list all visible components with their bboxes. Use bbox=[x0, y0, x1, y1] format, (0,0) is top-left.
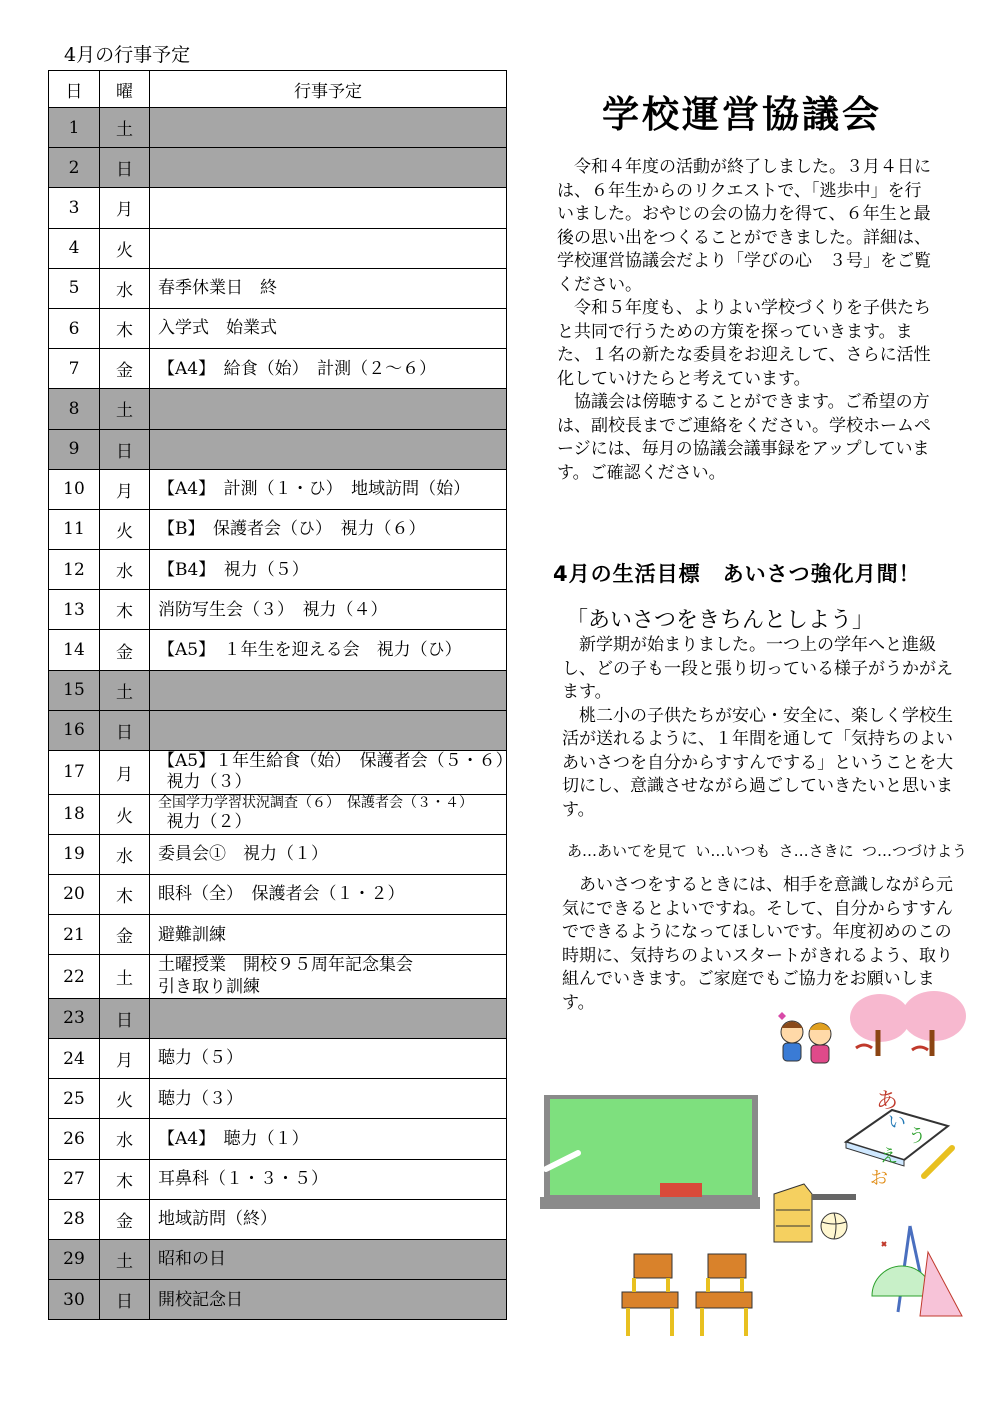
schedule-events bbox=[150, 955, 507, 999]
schedule-row bbox=[49, 228, 507, 268]
schedule-day: 8 bbox=[49, 389, 100, 429]
schedule-events bbox=[150, 834, 507, 874]
schedule-weekday: 金 bbox=[100, 630, 150, 670]
math-tools-illustration bbox=[862, 1222, 972, 1322]
schedule-events bbox=[150, 308, 507, 348]
schedule-events bbox=[150, 874, 507, 914]
schedule-event: 全国学力学習状況調査（６） 保護者会（３・４） bbox=[158, 794, 473, 811]
schedule-events bbox=[150, 349, 507, 389]
schedule-day: 3 bbox=[49, 188, 100, 228]
aisatsu-sa: さ…さきに bbox=[778, 842, 854, 860]
header-events: 行事予定 bbox=[150, 71, 507, 108]
schedule-event: 地域訪問（終） bbox=[158, 1209, 277, 1230]
council-paragraph: 令和５年度も、よりよい学校づくりを子供たちと共同で行うための方策を探っていきます。また、１名の新たな委員をお迎えして、さらに活性化していけたらと考えています。 bbox=[557, 298, 931, 389]
aisatsu-a: あ…あいてを見て bbox=[567, 842, 688, 860]
schedule-header-row bbox=[49, 71, 507, 108]
schedule-row bbox=[49, 1159, 507, 1199]
schedule-weekday: 土 bbox=[100, 1239, 150, 1279]
schedule-row bbox=[49, 955, 507, 999]
schedule-events bbox=[150, 509, 507, 549]
schedule-weekday: 日 bbox=[100, 148, 150, 188]
schedule-row bbox=[49, 1199, 507, 1239]
book-letter: え bbox=[880, 1146, 898, 1167]
schedule-day: 26 bbox=[49, 1119, 100, 1159]
goal-paragraph: 新学期が始まりました。一つ上の学年へと進級し、どの子も一段と張り切っている様子がうかがえます。 bbox=[562, 635, 953, 702]
schedule-weekday: 月 bbox=[100, 1038, 150, 1078]
schedule-weekday: 金 bbox=[100, 1199, 150, 1239]
schedule-events bbox=[150, 590, 507, 630]
schedule-table bbox=[48, 70, 513, 1320]
schedule-row bbox=[49, 630, 507, 670]
schedule-events bbox=[150, 1280, 507, 1320]
schedule-row bbox=[49, 670, 507, 710]
schedule-weekday: 土 bbox=[100, 955, 150, 999]
schedule-event: 耳鼻科（１・３・５） bbox=[158, 1169, 328, 1190]
schedule-event: 引き取り訓練 bbox=[158, 976, 260, 997]
desks-illustration bbox=[612, 1248, 772, 1343]
schedule-day: 2 bbox=[49, 148, 100, 188]
schedule-events bbox=[150, 1079, 507, 1119]
schedule-weekday: 木 bbox=[100, 1159, 150, 1199]
schedule-event: 消防写生会（３） 視力（４） bbox=[158, 599, 388, 620]
vaulting-box-illustration bbox=[764, 1180, 864, 1250]
schedule-row bbox=[49, 1079, 507, 1119]
schedule-event: 眼科（全） 保護者会（１・２） bbox=[158, 884, 405, 905]
schedule-event: 【A4】 計測（１・ひ） 地域訪問（始） bbox=[158, 479, 471, 500]
schedule-events bbox=[150, 188, 507, 228]
schedule-events bbox=[150, 1159, 507, 1199]
book-letter: い bbox=[888, 1112, 906, 1133]
aisatsu-acronym bbox=[567, 840, 967, 861]
schedule-events bbox=[150, 710, 507, 750]
schedule-row bbox=[49, 751, 507, 795]
schedule-weekday: 月 bbox=[100, 188, 150, 228]
council-title: 学校運営協議会 bbox=[602, 93, 882, 136]
schedule-weekday: 木 bbox=[100, 874, 150, 914]
council-paragraph: 協議会は傍聴することができます。ご希望の方は、副校長までご連絡をください。学校ホームページには、毎月の協議会議事録をアップしています。ご確認ください。 bbox=[557, 392, 931, 483]
schedule-row bbox=[49, 509, 507, 549]
schedule-events bbox=[150, 1038, 507, 1078]
schedule-event: 委員会① 視力（１） bbox=[158, 844, 328, 865]
schedule-row bbox=[49, 710, 507, 750]
schedule-day: 22 bbox=[49, 955, 100, 999]
schedule-day: 4 bbox=[49, 228, 100, 268]
schedule-event: 【A4】 給食（始） 計測（２～６） bbox=[158, 358, 437, 379]
schedule-day: 23 bbox=[49, 998, 100, 1038]
schedule-day: 30 bbox=[49, 1280, 100, 1320]
schedule-row bbox=[49, 590, 507, 630]
schedule-row bbox=[49, 308, 507, 348]
schedule-day: 9 bbox=[49, 429, 100, 469]
aisatsu-tsu: つ…つづけよう bbox=[861, 842, 967, 860]
schedule-weekday: 土 bbox=[100, 389, 150, 429]
schedule-row bbox=[49, 1119, 507, 1159]
schedule-weekday: 木 bbox=[100, 308, 150, 348]
schedule-weekday: 火 bbox=[100, 509, 150, 549]
council-body bbox=[557, 156, 935, 485]
schedule-events bbox=[150, 670, 507, 710]
schedule-row bbox=[49, 389, 507, 429]
schedule-events bbox=[150, 630, 507, 670]
schedule-events bbox=[150, 550, 507, 590]
schedule-events bbox=[150, 268, 507, 308]
schedule-day: 27 bbox=[49, 1159, 100, 1199]
schedule-row bbox=[49, 188, 507, 228]
schedule-weekday: 火 bbox=[100, 1079, 150, 1119]
schedule-weekday: 水 bbox=[100, 268, 150, 308]
schedule-event: 避難訓練 bbox=[158, 924, 226, 945]
schedule-day: 6 bbox=[49, 308, 100, 348]
goal-paragraph: 桃二小の子供たちが安心・安全に、楽しく学校生活が送れるように、１年間を通して「気持ちのよいあいさつを自分からすすんでする」ということを大切にし、意識させながら過ごしていきたいと思います。 bbox=[562, 705, 954, 820]
schedule-day: 28 bbox=[49, 1199, 100, 1239]
schedule-event: 春季休業日 終 bbox=[158, 278, 277, 299]
schedule-events bbox=[150, 228, 507, 268]
schedule-day: 15 bbox=[49, 670, 100, 710]
schedule-weekday: 火 bbox=[100, 794, 150, 834]
schedule-events bbox=[150, 469, 507, 509]
schedule-day: 25 bbox=[49, 1079, 100, 1119]
schedule-event: 昭和の日 bbox=[158, 1249, 226, 1270]
textbook-illustration bbox=[840, 1082, 960, 1192]
schedule-day: 16 bbox=[49, 710, 100, 750]
schedule-event: 聴力（３） bbox=[158, 1088, 243, 1109]
schedule-row bbox=[49, 108, 507, 148]
aisatsu-i: い…いつも bbox=[695, 842, 771, 860]
schedule-weekday: 日 bbox=[100, 710, 150, 750]
schedule-weekday: 金 bbox=[100, 915, 150, 955]
schedule-row bbox=[49, 148, 507, 188]
schedule-event: 【A5】１年生給食（始） 保護者会（５・６） bbox=[158, 751, 513, 771]
schedule-events bbox=[150, 108, 507, 148]
header-weekday: 曜 bbox=[100, 71, 150, 108]
schedule-events bbox=[150, 1119, 507, 1159]
schedule-day: 11 bbox=[49, 509, 100, 549]
schedule-day: 13 bbox=[49, 590, 100, 630]
schedule-day: 5 bbox=[49, 268, 100, 308]
schedule-event: 視力（２） bbox=[166, 812, 252, 833]
schedule-event: 【B】 保護者会（ひ） 視力（６） bbox=[158, 519, 426, 540]
goal-slogan: 「あいさつをきちんとしよう」 bbox=[566, 608, 875, 633]
schedule-event: 視力（３） bbox=[166, 772, 252, 793]
schedule-event: 【A4】 聴力（１） bbox=[158, 1128, 309, 1149]
schedule-row bbox=[49, 429, 507, 469]
schedule-weekday: 火 bbox=[100, 228, 150, 268]
schedule-row bbox=[49, 998, 507, 1038]
schedule-row bbox=[49, 874, 507, 914]
schedule-caption: 4月の行事予定 bbox=[64, 44, 191, 66]
schedule-events bbox=[150, 1199, 507, 1239]
schedule-day: 1 bbox=[49, 108, 100, 148]
schedule-weekday: 水 bbox=[100, 550, 150, 590]
schedule-day: 24 bbox=[49, 1038, 100, 1078]
schedule-event: 開校記念日 bbox=[158, 1289, 243, 1310]
schedule-events bbox=[150, 389, 507, 429]
schedule-day: 19 bbox=[49, 834, 100, 874]
schedule-event: 入学式 始業式 bbox=[158, 318, 277, 339]
schedule-weekday: 土 bbox=[100, 670, 150, 710]
schedule-event: 聴力（５） bbox=[158, 1048, 243, 1069]
schedule-event: 【A5】 １年生を迎える会 視力（ひ） bbox=[158, 639, 462, 660]
schedule-row bbox=[49, 349, 507, 389]
schedule-day: 17 bbox=[49, 751, 100, 795]
schedule-day: 12 bbox=[49, 550, 100, 590]
goal-heading: 4月の生活目標 あいさつ強化月間！ bbox=[553, 562, 921, 586]
schedule-weekday: 金 bbox=[100, 349, 150, 389]
schedule-weekday: 土 bbox=[100, 108, 150, 148]
goal-paragraph: あいさつをするときには、相手を意識しながら元気にできるとよいですね。そして、自分からすすんでできるようになってほしいです。年度初めのこの時期に、気持ちのよいスタートがきれるよう、取り組んでいきます。ご家庭でもご協力をお願いします。 bbox=[562, 875, 953, 1013]
schedule-day: 10 bbox=[49, 469, 100, 509]
schedule-weekday: 日 bbox=[100, 1280, 150, 1320]
schedule-row bbox=[49, 915, 507, 955]
schedule-day: 20 bbox=[49, 874, 100, 914]
schedule-day: 7 bbox=[49, 349, 100, 389]
schedule-row bbox=[49, 834, 507, 874]
schedule-event: 土曜授業 開校９５周年記念集会 bbox=[158, 955, 413, 976]
schedule-row bbox=[49, 1038, 507, 1078]
schedule-day: 29 bbox=[49, 1239, 100, 1279]
schedule-events bbox=[150, 794, 507, 834]
schedule-events bbox=[150, 429, 507, 469]
book-letter: う bbox=[908, 1126, 926, 1147]
schedule-weekday: 日 bbox=[100, 998, 150, 1038]
council-paragraph: 令和４年度の活動が終了しました。３月４日には、６年生からのリクエストで、「逃歩中」を行いました。おやじの会の協力を得て、６年生と最後の思い出をつくることができました。詳細は、学校運営協議会だより「学びの心 ３号」をご覧ください。 bbox=[557, 157, 931, 295]
schedule-weekday: 日 bbox=[100, 429, 150, 469]
schedule-row bbox=[49, 1239, 507, 1279]
schedule-weekday: 月 bbox=[100, 469, 150, 509]
schedule-events bbox=[150, 751, 513, 795]
schedule-events bbox=[150, 915, 507, 955]
schedule-row bbox=[49, 550, 507, 590]
goal-body bbox=[562, 634, 960, 822]
schedule-row bbox=[49, 1280, 507, 1320]
schedule-day: 21 bbox=[49, 915, 100, 955]
schedule-weekday: 木 bbox=[100, 590, 150, 630]
schedule-weekday: 水 bbox=[100, 834, 150, 874]
schedule-row bbox=[49, 794, 507, 834]
header-day: 日 bbox=[49, 71, 100, 108]
book-letter: お bbox=[870, 1168, 888, 1189]
schedule-weekday: 月 bbox=[100, 751, 150, 795]
schedule-row bbox=[49, 469, 507, 509]
schedule-day: 18 bbox=[49, 794, 100, 834]
blackboard-illustration bbox=[540, 1093, 760, 1213]
book-letter: あ bbox=[876, 1089, 899, 1114]
children-illustration bbox=[770, 1010, 842, 1070]
cherry-tree-illustration bbox=[848, 990, 968, 1060]
schedule-row bbox=[49, 268, 507, 308]
schedule-events bbox=[150, 148, 507, 188]
schedule-body bbox=[49, 108, 513, 1320]
schedule-events bbox=[150, 1239, 507, 1279]
schedule-weekday: 水 bbox=[100, 1119, 150, 1159]
schedule-events bbox=[150, 998, 507, 1038]
schedule-event: 【B4】 視力（５） bbox=[158, 559, 309, 580]
schedule-day: 14 bbox=[49, 630, 100, 670]
